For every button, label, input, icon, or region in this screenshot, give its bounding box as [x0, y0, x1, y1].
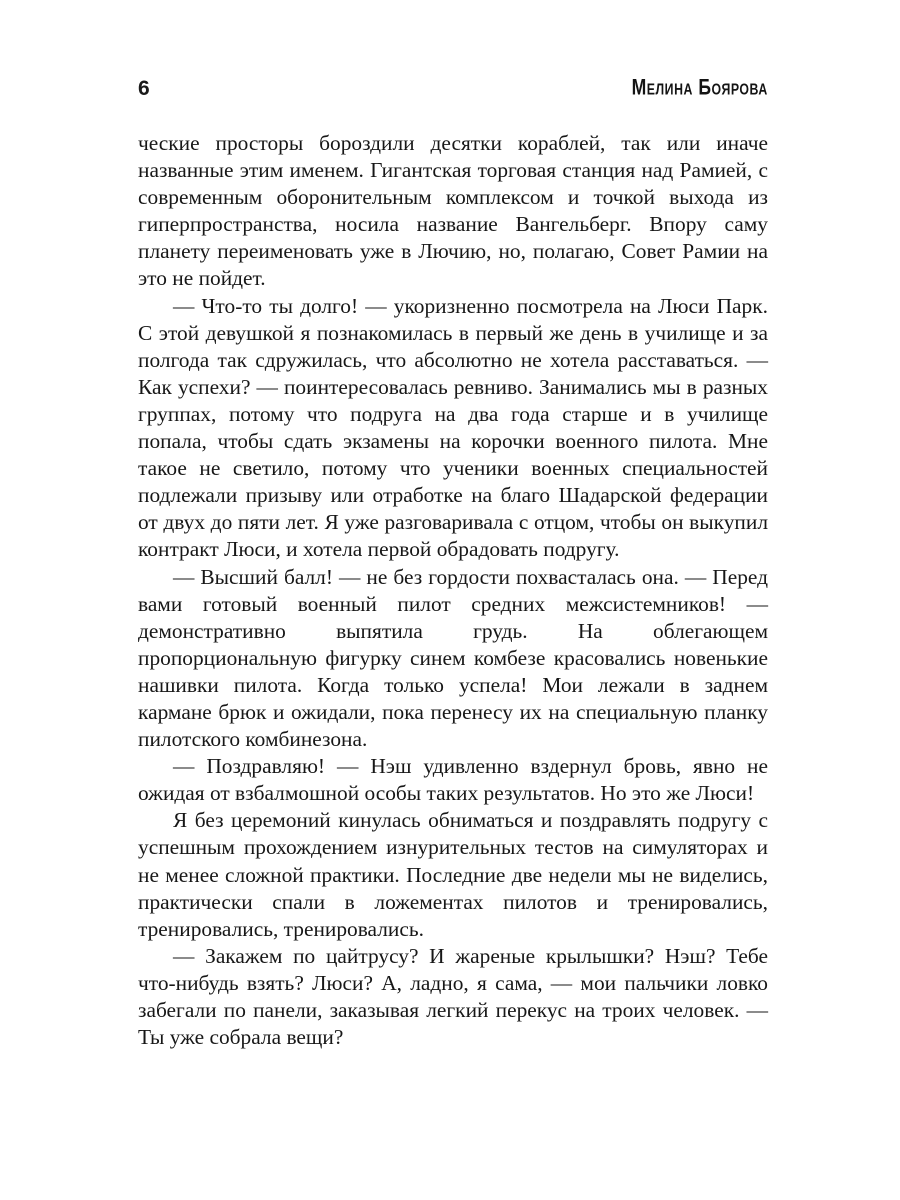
body-text — [138, 130, 768, 1051]
running-head-author: Мелина Боярова — [631, 75, 768, 101]
running-head — [138, 75, 768, 108]
paragraph: — Что-то ты долго! — укоризненно посмотрела на Люси Парк. С этой девушкой я познакомилась в первый же день в училище и за полгода так сдружилась, что абсолютно не хотела расставаться. — Как успехи? — поинтересовалась ревниво. Занимались мы в разных группах, потому что подруга на два года старше и в училище попала, чтобы сдать экзамены на корочки военного пилота. Мне такое не светило, потому что ученики военных специальностей подлежали призыву или отработке на благо Шадарской федерации от двух до пяти лет. Я уже разговаривала с отцом, чтобы он выкупил контракт Люси, и хотела первой обрадовать подругу. — [138, 293, 768, 562]
paragraph: — Закажем по цайтрусу? И жареные крылышки? Нэш? Тебе что-нибудь взять? Люси? А, ладно, я сама, — мои пальчики ловко забегали по панели, заказывая легкий перекус на троих человек. — Ты уже собрала вещи? — [138, 943, 768, 1050]
page-number: 6 — [138, 77, 150, 100]
paragraph: Я без церемоний кинулась обниматься и поздравлять подругу с успешным прохождением изнурительных тестов на симуляторах и не менее сложной практики. Последние две недели мы не виделись, практически спали в ложементах пилотов и тренировались, тренировались, тренировались. — [138, 808, 768, 941]
paragraph: — Поздравляю! — Нэш удивленно вздернул бровь, явно не ожидая от взбалмошной особы таких результатов. Но это же Люси! — [138, 754, 768, 806]
paragraph: ческие просторы бороздили десятки кораблей, так или иначе названные этим именем. Гигантская торговая станция над Рамией, с современным оборонительным комплексом и точкой выхода из гиперпространства, носила название Вангельберг. Впору саму планету переименовать уже в Лючию, но, полагаю, Совет Рамии на это не пойдет. — [138, 131, 768, 291]
paragraph: — Высший балл! — не без гордости похвасталась она. — Перед вами готовый военный пилот средних межсистемников! — демонстративно выпятила грудь. На облегающем пропорциональную фигурку синем комбезе красовались новенькие нашивки пилота. Когда только успела! Мои лежали в заднем кармане брюк и ожидали, пока перенесу их на специальную планку пилотского комбинезона. — [138, 564, 768, 752]
